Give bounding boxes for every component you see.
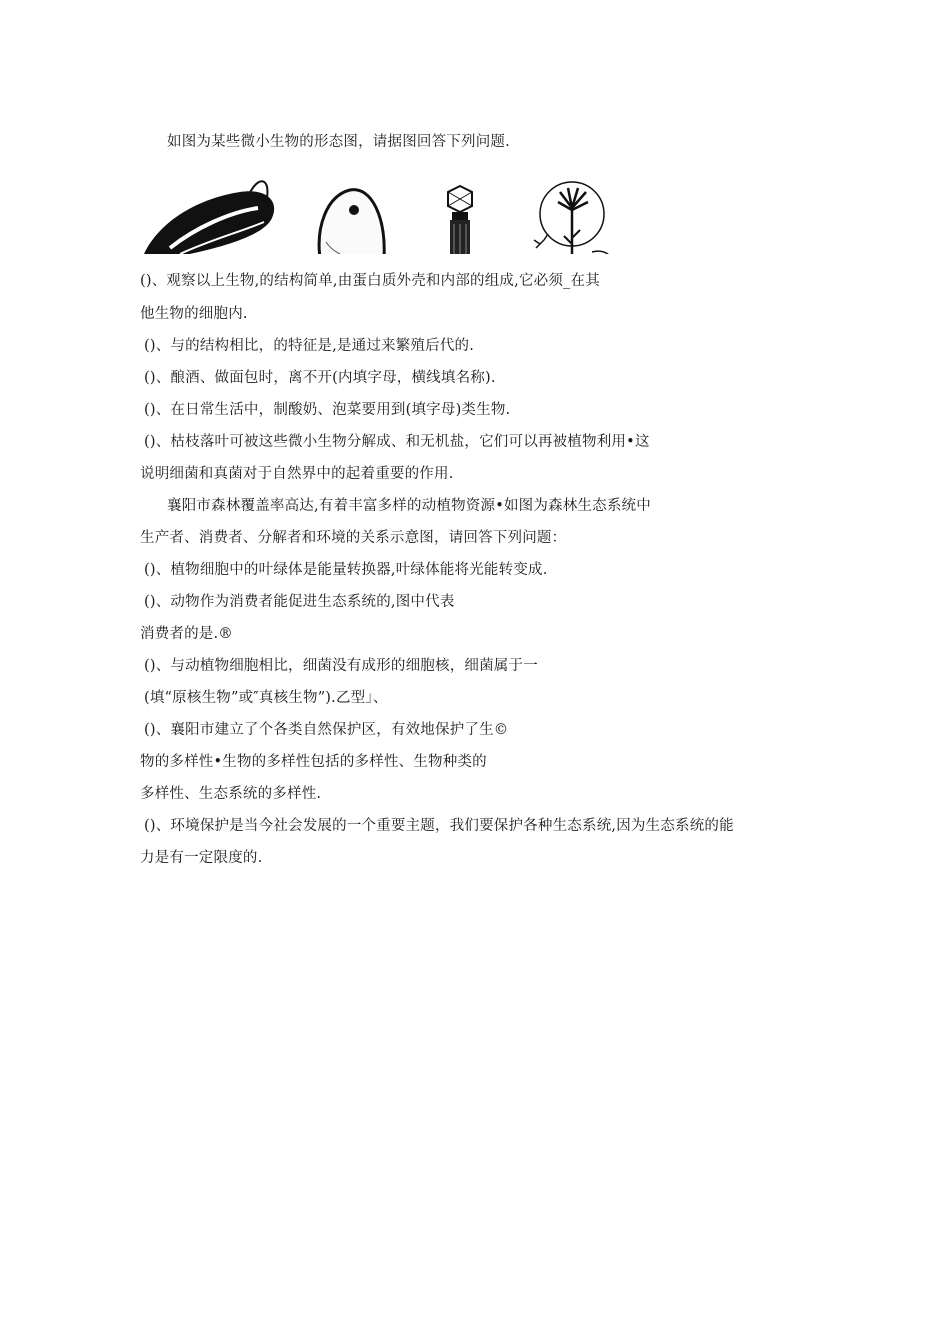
s1-question-3: ()、酿酒、做面包时，离不开(内填字母，横线填名称).	[144, 370, 496, 386]
s2-question-2-line-1: ()、动物作为消费者能促进生态系统的,图中代表	[144, 594, 455, 610]
s1-question-5-line-2: 说明细菌和真菌对于自然界中的起着重要的作用.	[140, 466, 454, 482]
s2-question-4-line-2: 物的多样性•生物的多样性包括的多样性、生物种类的	[140, 754, 487, 770]
s1-question-2: ()、与的结构相比，的特征是,是通过来繁殖后代的.	[144, 338, 475, 354]
s1-question-1-line-1: ()、观察以上生物,的结构简单,由蛋白质外壳和内部的组成,它必须_在其	[140, 273, 600, 289]
s1-question-1-line-2: 他生物的细胞内.	[140, 306, 248, 322]
s2-question-2-line-2: 消费者的是.®	[140, 626, 234, 642]
s2-intro-line-2: 生产者、消费者、分解者和环境的关系示意图，请回答下列问题：	[140, 530, 567, 546]
yeast-cell-drawing	[319, 190, 384, 254]
s2-question-4-line-3: 多样性、生态系统的多样性.	[140, 786, 322, 802]
s2-question-4-line-1: ()、襄阳市建立了个各类自然保护区，有效地保护了生©	[144, 722, 509, 738]
s2-intro-line-1: 襄阳市森林覆盖率高达,有着丰富多样的动植物资源•如图为森林生态系统中	[167, 498, 651, 514]
s2-question-3-line-2: (填“原核生物”或″真核生物”).乙型」、	[144, 690, 388, 706]
s2-question-5-line-2: 力是有一定限度的.	[140, 850, 263, 866]
bacterium-drawing	[144, 181, 274, 254]
microorganism-figure	[140, 178, 620, 254]
s2-question-3-line-1: ()、与动植物细胞相比，细菌没有成形的细胞核，细菌属于一	[144, 658, 538, 674]
virus-drawing	[448, 186, 472, 254]
section1-intro: 如图为某些微小生物的形态图，请据图回答下列问题.	[167, 134, 510, 150]
s2-question-1: ()、植物细胞中的叶绿体是能量转换器,叶绿体能将光能转变成.	[144, 562, 548, 578]
s1-question-5-line-1: ()、枯枝落叶可被这些微小生物分解成、和无机盐，它们可以再被植物利用•这	[144, 434, 650, 450]
fungus-drawing	[534, 182, 610, 254]
s2-question-5-line-1: ()、环境保护是当今社会发展的一个重要主题，我们要保护各种生态系统,因为生态系统的能	[144, 818, 734, 834]
s1-question-4: ()、在日常生活中，制酸奶、泡菜要用到(填字母)类生物.	[144, 402, 511, 418]
